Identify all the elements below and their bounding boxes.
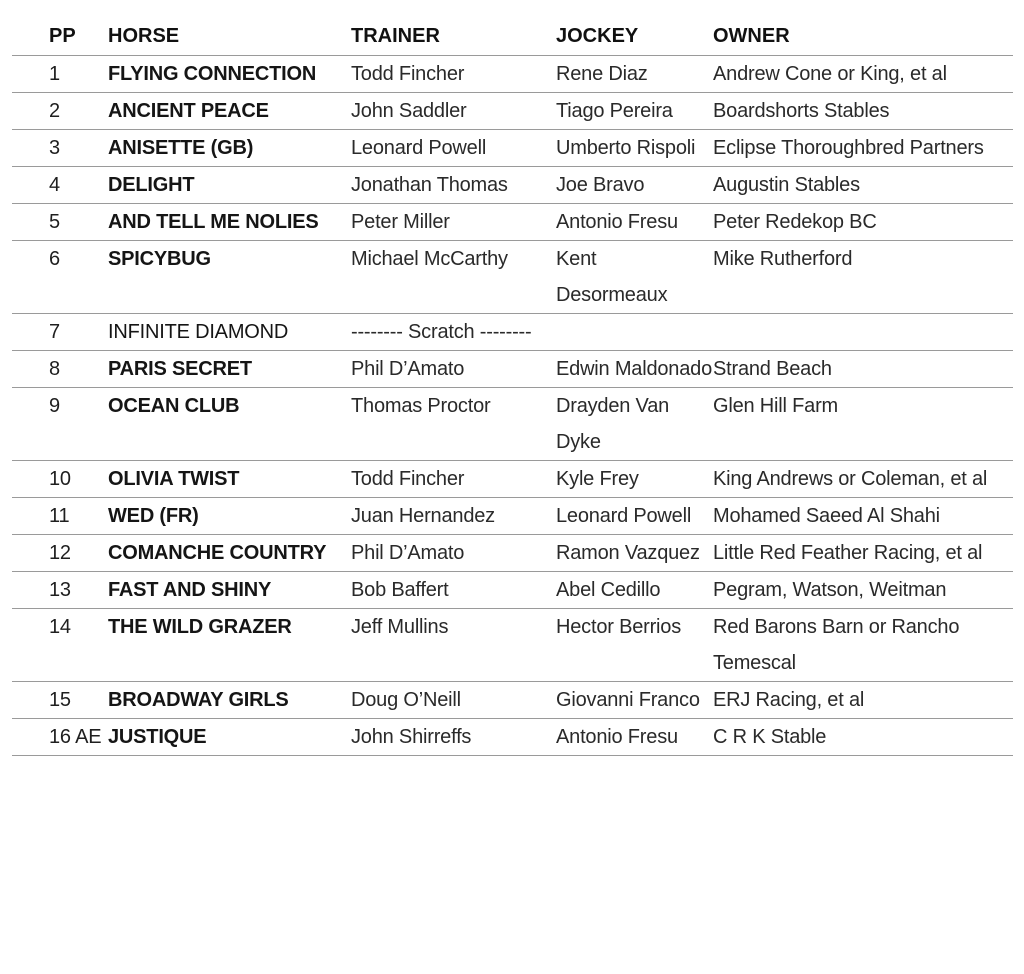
pp-cell: 5 [12,204,108,241]
jockey-cell: Joe Bravo [556,167,713,204]
pp-cell: 6 [12,241,108,314]
pp-cell: 15 [12,682,108,719]
pp-cell: 2 [12,93,108,130]
jockey-cell: Giovanni Franco [556,682,713,719]
jockey-cell: Antonio Fresu [556,204,713,241]
trainer-cell: Michael McCarthy [351,241,556,314]
table-row [12,572,1013,609]
horse-cell: COMANCHE COUNTRY [108,535,351,572]
owner-cell: Mohamed Saeed Al Shahi [713,498,1013,535]
jockey-cell: Kent Desormeaux [556,241,713,314]
trainer-cell: Thomas Proctor [351,388,556,461]
pp-cell: 13 [12,572,108,609]
horse-cell: OLIVIA TWIST [108,461,351,498]
trainer-cell: Leonard Powell [351,130,556,167]
table-row [12,130,1013,167]
table-row [12,56,1013,93]
horse-cell: THE WILD GRAZER [108,609,351,682]
header-pp: PP [12,18,108,56]
table-row-scratched [12,314,1013,351]
owner-cell: Augustin Stables [713,167,1013,204]
owner-cell: Pegram, Watson, Weitman [713,572,1013,609]
header-trainer: TRAINER [351,18,556,56]
table-row [12,719,1013,756]
trainer-cell: Phil D’Amato [351,535,556,572]
owner-cell: Mike Rutherford [713,241,1013,314]
horse-cell: BROADWAY GIRLS [108,682,351,719]
pp-cell: 7 [12,314,108,351]
header-row [12,18,1013,56]
owner-cell: Peter Redekop BC [713,204,1013,241]
header-jockey: JOCKEY [556,18,713,56]
trainer-cell: Doug O’Neill [351,682,556,719]
jockey-cell: Hector Berrios [556,609,713,682]
jockey-cell [556,314,713,351]
pp-cell: 16 AE [12,719,108,756]
jockey-cell: Kyle Frey [556,461,713,498]
jockey-cell: Leonard Powell [556,498,713,535]
trainer-cell: John Saddler [351,93,556,130]
owner-cell: C R K Stable [713,719,1013,756]
trainer-cell: Juan Hernandez [351,498,556,535]
table-row [12,461,1013,498]
horse-cell: DELIGHT [108,167,351,204]
pp-cell: 10 [12,461,108,498]
pp-cell: 9 [12,388,108,461]
trainer-cell: Jeff Mullins [351,609,556,682]
pp-cell: 12 [12,535,108,572]
table-row [12,609,1013,682]
table-row [12,93,1013,130]
table-row [12,351,1013,388]
jockey-cell: Ramon Vazquez [556,535,713,572]
pp-cell: 8 [12,351,108,388]
table-row [12,682,1013,719]
table-row [12,167,1013,204]
owner-cell [713,314,1013,351]
pp-cell: 3 [12,130,108,167]
table-row [12,204,1013,241]
owner-cell: Little Red Feather Racing, et al [713,535,1013,572]
scratch-note: -------- Scratch -------- [351,321,532,343]
pp-cell: 14 [12,609,108,682]
trainer-cell: Todd Fincher [351,461,556,498]
scratch-cell [351,314,556,351]
trainer-cell: Phil D’Amato [351,351,556,388]
header-owner: OWNER [713,18,1013,56]
owner-cell: Glen Hill Farm [713,388,1013,461]
trainer-cell: Peter Miller [351,204,556,241]
trainer-cell: John Shirreffs [351,719,556,756]
table-row [12,388,1013,461]
trainer-cell: Jonathan Thomas [351,167,556,204]
jockey-cell: Drayden Van Dyke [556,388,713,461]
horse-cell: INFINITE DIAMOND [108,314,351,351]
trainer-cell: Bob Baffert [351,572,556,609]
owner-cell: ERJ Racing, et al [713,682,1013,719]
trainer-cell: Todd Fincher [351,56,556,93]
owner-cell: Red Barons Barn or Rancho Temescal [713,609,1013,682]
table-row [12,535,1013,572]
horse-cell: ANISETTE (GB) [108,130,351,167]
owner-cell: Andrew Cone or King, et al [713,56,1013,93]
owner-cell: Boardshorts Stables [713,93,1013,130]
entries-table [12,18,1013,756]
horse-cell: FAST AND SHINY [108,572,351,609]
horse-cell: AND TELL ME NOLIES [108,204,351,241]
horse-cell: FLYING CONNECTION [108,56,351,93]
horse-cell: SPICYBUG [108,241,351,314]
pp-cell: 4 [12,167,108,204]
jockey-cell: Antonio Fresu [556,719,713,756]
jockey-cell: Edwin Maldonado [556,351,713,388]
horse-cell: JUSTIQUE [108,719,351,756]
jockey-cell: Abel Cedillo [556,572,713,609]
table-row [12,241,1013,314]
header-horse: HORSE [108,18,351,56]
jockey-cell: Tiago Pereira [556,93,713,130]
owner-cell: King Andrews or Coleman, et al [713,461,1013,498]
owner-cell: Eclipse Thoroughbred Partners [713,130,1013,167]
horse-cell: WED (FR) [108,498,351,535]
owner-cell: Strand Beach [713,351,1013,388]
table-row [12,498,1013,535]
horse-cell: OCEAN CLUB [108,388,351,461]
horse-cell: PARIS SECRET [108,351,351,388]
pp-cell: 11 [12,498,108,535]
horse-cell: ANCIENT PEACE [108,93,351,130]
jockey-cell: Rene Diaz [556,56,713,93]
pp-cell: 1 [12,56,108,93]
jockey-cell: Umberto Rispoli [556,130,713,167]
